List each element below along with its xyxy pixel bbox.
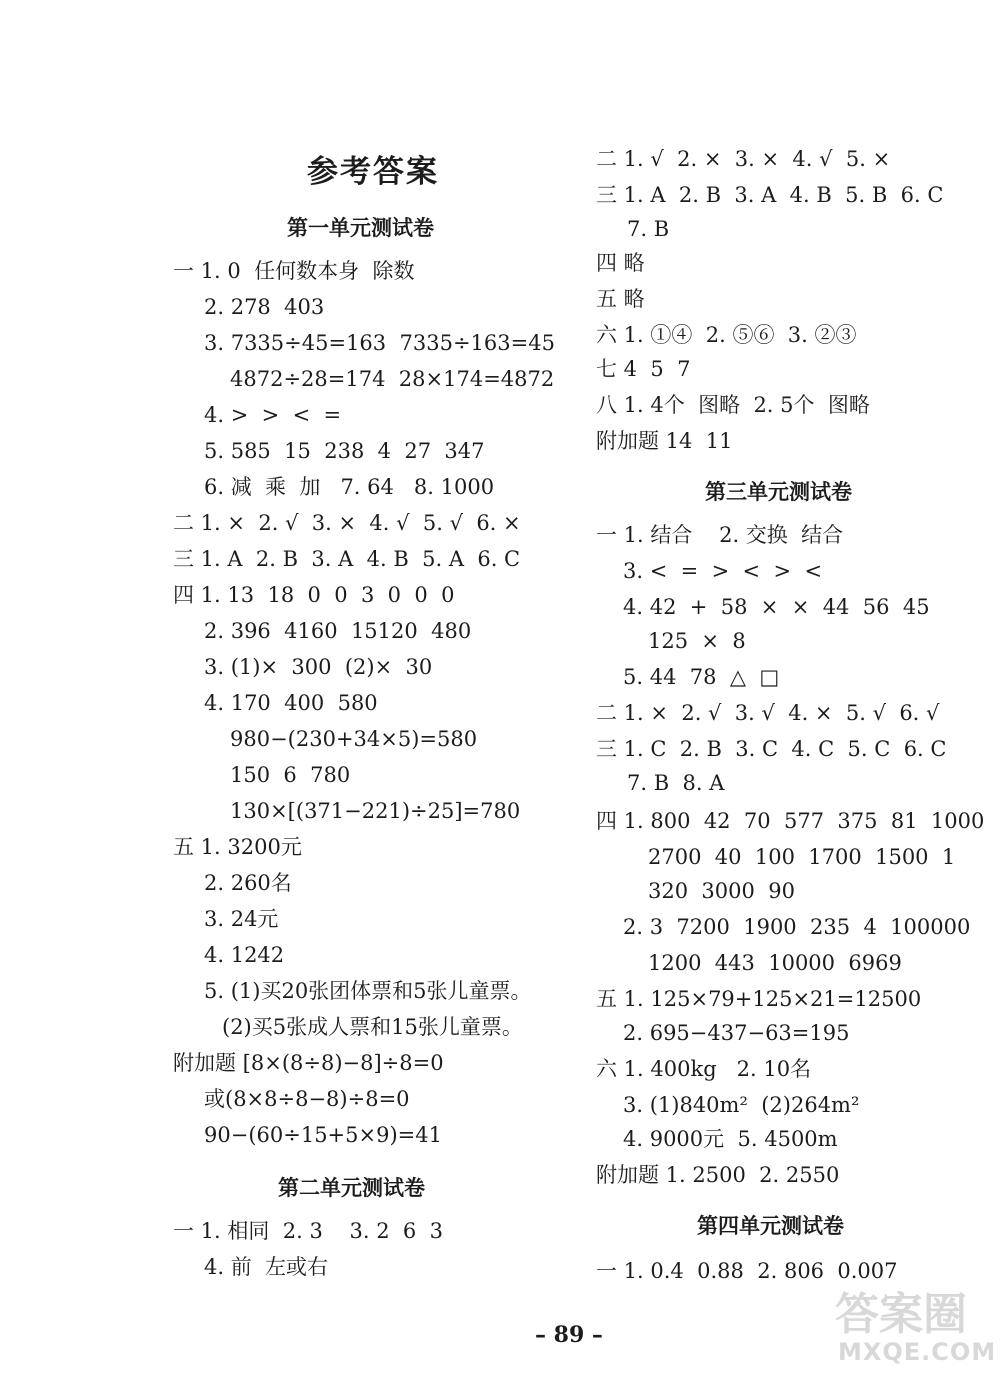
answer-line: 4872÷28=174 28×174=4872	[230, 367, 555, 391]
answer-line: 附加题 [8×(8÷8)−8]÷8=0	[173, 1051, 444, 1075]
answer-line: 四 略	[596, 251, 645, 275]
page-title: 参考答案	[307, 154, 439, 190]
answer-line: 三 1. A 2. B 3. A 4. B 5. A 6. C	[173, 547, 521, 571]
answer-line: 五 1. 125×79+125×21=12500	[596, 987, 922, 1011]
answer-line: 一 1. 结合 2. 交换 结合	[596, 523, 844, 547]
answer-line: 2. 695−437−63=195	[623, 1021, 850, 1045]
answer-line: 3. 7335÷45=163 7335÷163=45	[204, 331, 555, 355]
answer-line: 五 略	[596, 287, 645, 311]
answer-line: 一 1. 0 任何数本身 除数	[173, 259, 415, 283]
answer-line: 4. 1242	[204, 943, 285, 967]
answer-line: 980−(230+34×5)=580	[230, 727, 478, 751]
answer-line: 二 1. × 2. √ 3. √ 4. × 5. √ 6. √	[596, 701, 940, 725]
answer-line: 4. 前 左或右	[204, 1255, 329, 1279]
answer-line: 3. 24元	[204, 907, 279, 931]
answer-line: 八 1. 4个 图略 2. 5个 图略	[596, 393, 870, 417]
answer-line: 一 1. 相同 2. 3 3. 2 6 3	[173, 1219, 444, 1243]
answer-line: 3. (1)840m² (2)264m²	[623, 1093, 860, 1117]
answer-line: 7. B 8. A	[627, 771, 725, 795]
answer-line: 2700 40 100 1700 1500 1	[648, 845, 956, 869]
answer-line: 二 1. × 2. √ 3. × 4. √ 5. √ 6. ×	[173, 511, 521, 535]
section-heading-unit4: 第四单元测试卷	[697, 1213, 844, 1238]
answer-line: 7. B	[627, 217, 670, 241]
answer-line: 150 6 780	[230, 763, 351, 787]
answer-line: 4. > > < =	[204, 403, 342, 427]
answer-line: 六 1. 400kg 2. 10名	[596, 1057, 812, 1081]
answer-line: 附加题 1. 2500 2. 2550	[596, 1163, 840, 1187]
answer-line: 3. (1)× 300 (2)× 30	[204, 655, 433, 679]
section-heading-unit3: 第三单元测试卷	[705, 479, 852, 504]
answer-line: 4. 42 + 58 × × 44 56 45	[623, 595, 930, 619]
answer-line: 附加题 14 11	[596, 429, 733, 453]
watermark-url: MXQE.COM	[838, 1338, 997, 1366]
answer-line: 4. 9000元 5. 4500m	[623, 1127, 838, 1151]
answer-line: 90−(60÷15+5×9)=41	[204, 1123, 442, 1147]
answer-line: 五 1. 3200元	[173, 835, 302, 859]
answer-line: 四 1. 13 18 0 0 3 0 0 0	[173, 583, 455, 607]
answer-line: 125 × 8	[648, 629, 746, 653]
answer-line: 七 4 5 7	[596, 357, 691, 381]
answer-line: 130×[(371−221)÷25]=780	[230, 799, 521, 823]
answer-line: 5. (1)买20张团体票和5张儿童票。	[204, 979, 532, 1003]
answer-line: 或(8×8÷8−8)÷8=0	[204, 1087, 410, 1111]
answer-line: (2)买5张成人票和15张儿童票。	[222, 1015, 523, 1039]
watermark-logo: 答案圈	[835, 1289, 967, 1340]
answer-line: 一 1. 0.4 0.88 2. 806 0.007	[596, 1259, 898, 1283]
answer-line: 5. 44 78 △ □	[623, 665, 780, 689]
answer-line: 3. < = > < > <	[623, 559, 823, 583]
answer-line: 5. 585 15 238 4 27 347	[204, 439, 485, 463]
answer-line: 二 1. √ 2. × 3. × 4. √ 5. ×	[596, 147, 891, 171]
answer-line: 四 1. 800 42 70 577 375 81 1000	[596, 809, 985, 833]
answer-line: 2. 396 4160 15120 480	[204, 619, 472, 643]
answer-line: 1200 443 10000 6969	[648, 951, 902, 975]
section-heading-unit2: 第二单元测试卷	[278, 1175, 425, 1200]
answer-line: 6. 减 乘 加 7. 64 8. 1000	[204, 475, 495, 499]
answer-line: 2. 278 403	[204, 295, 325, 319]
answer-line: 三 1. C 2. B 3. C 4. C 5. C 6. C	[596, 737, 947, 761]
answer-line: 六 1. ①④ 2. ⑤⑥ 3. ②③	[596, 323, 857, 347]
answer-line: 320 3000 90	[648, 879, 795, 903]
answer-line: 2. 260名	[204, 871, 292, 895]
section-heading-unit1: 第一单元测试卷	[287, 215, 434, 240]
page-number: – 89 –	[535, 1322, 603, 1348]
answer-line: 三 1. A 2. B 3. A 4. B 5. B 6. C	[596, 183, 944, 207]
answer-line: 4. 170 400 580	[204, 691, 378, 715]
answer-line: 2. 3 7200 1900 235 4 100000	[623, 915, 971, 939]
